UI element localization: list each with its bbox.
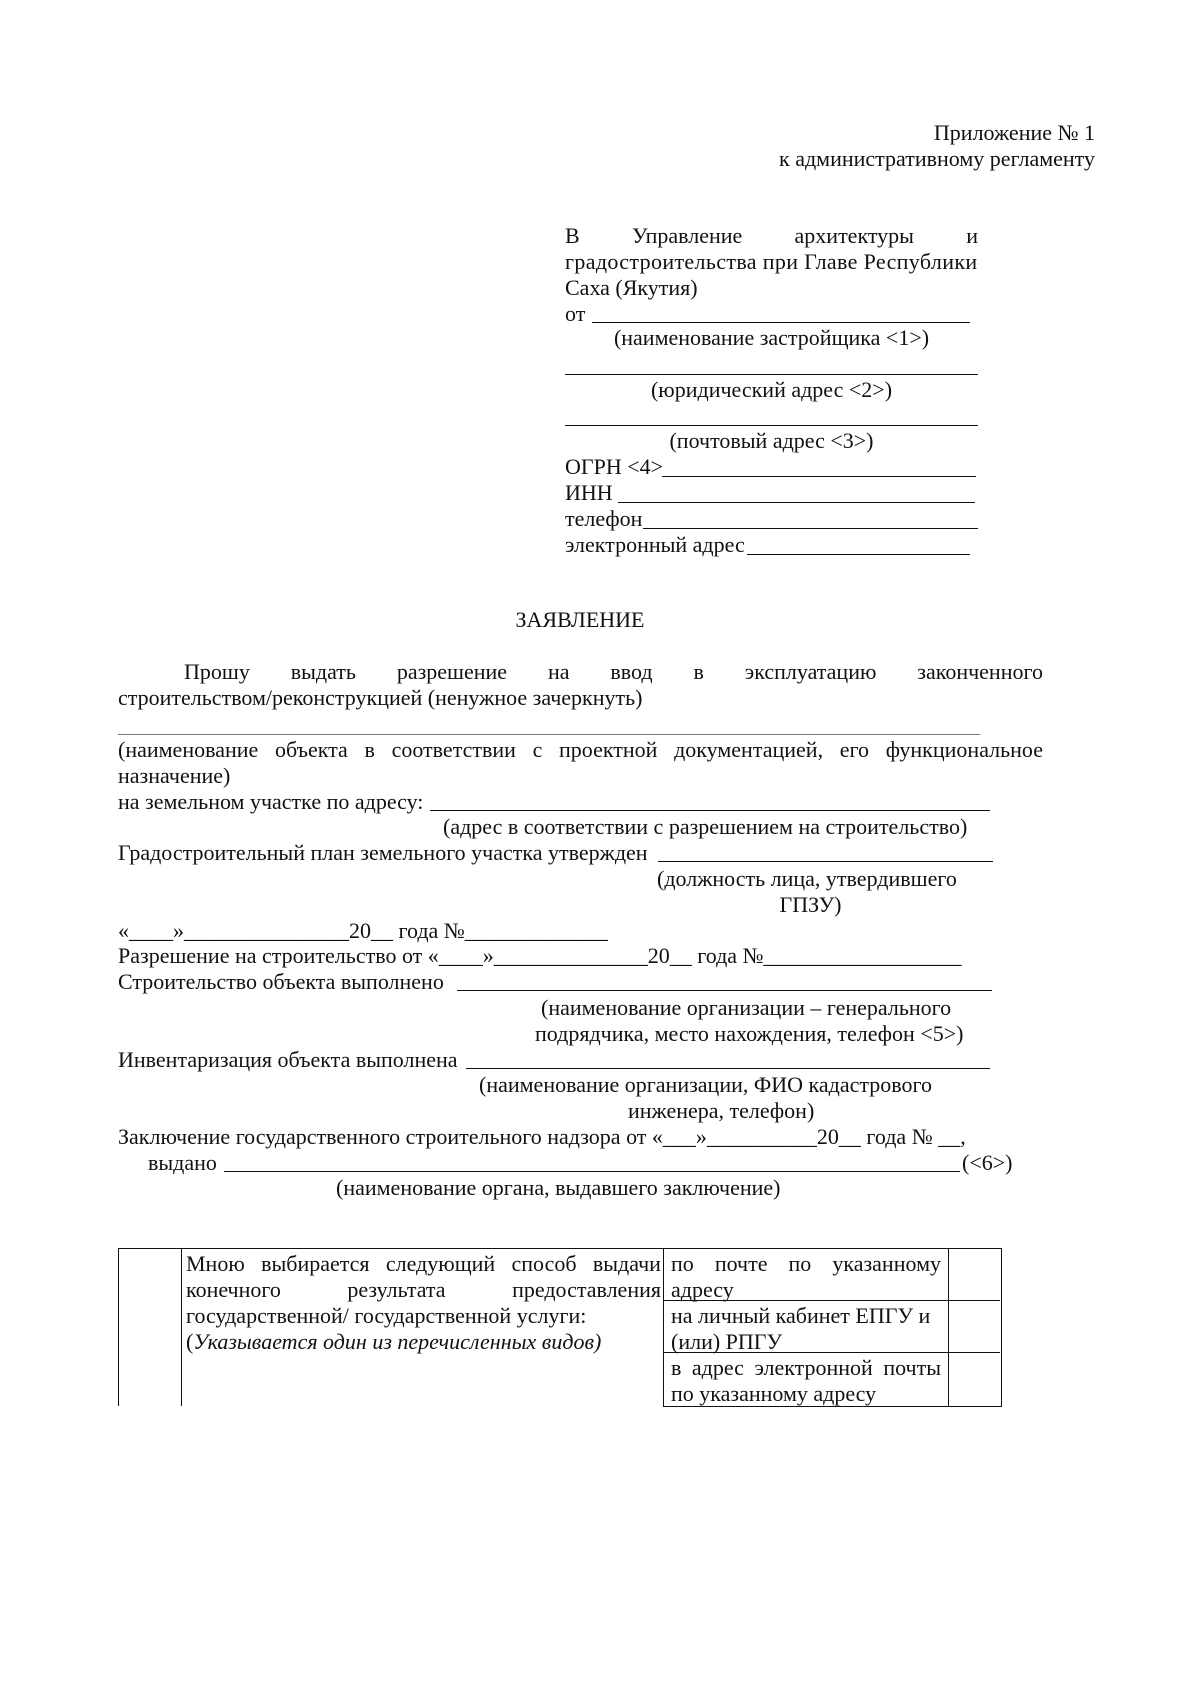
desc-paren: (	[186, 1329, 194, 1354]
addressee-word: архитектуры	[794, 223, 914, 248]
caption-word: в	[364, 737, 375, 762]
gpzu-caption-2: ГПЗУ)	[779, 892, 842, 917]
phone-label: телефон	[565, 506, 643, 531]
ogrn-field[interactable]	[662, 476, 976, 477]
request-word: эксплуатацию	[744, 659, 877, 684]
desc-word: выдачи	[592, 1251, 661, 1276]
gpzu-approver-field[interactable]	[658, 861, 993, 862]
addressee-line-2: градостроительства при Главе Республики	[565, 249, 978, 274]
appendix-subtitle: к административному регламенту	[779, 146, 1095, 171]
document-title: ЗАЯВЛЕНИЕ	[515, 607, 645, 632]
option-epgu-checkbox[interactable]	[950, 1302, 998, 1350]
object-name-field[interactable]	[118, 734, 980, 735]
option-email-line-2: по указанному адресу	[671, 1381, 877, 1406]
ogrn-label: ОГРН <4>	[565, 454, 664, 479]
addressee-line-3: Саха (Якутия)	[565, 275, 698, 300]
construction-caption-2: подрядчика, место нахождения, телефон <5>)	[535, 1021, 964, 1046]
request-line-2: строительством/реконструкцией (ненужное зачеркнуть)	[118, 685, 643, 710]
options-checkbox-divider	[948, 1248, 949, 1406]
land-address-caption: (адрес в соответствии с разрешением на строительство)	[443, 814, 968, 839]
caption-word: (наименование	[118, 737, 259, 762]
table-desc-line-1	[186, 1251, 661, 1277]
caption-word: объекта	[274, 737, 348, 762]
inventory-org-field[interactable]	[466, 1068, 990, 1069]
table-desc-line-3: государственной/ государственной услуги:	[186, 1303, 587, 1328]
option-word: по	[671, 1251, 694, 1276]
option-word: электронной	[754, 1355, 873, 1380]
desc-word: предоставления	[512, 1277, 661, 1302]
inn-field[interactable]	[618, 502, 975, 503]
option-word: почте	[714, 1251, 768, 1276]
gpzu-caption-1: (должность лица, утвердившего	[657, 866, 957, 891]
request-word: законченного	[917, 659, 1043, 684]
caption-word: его	[839, 737, 870, 762]
inventory-caption-2: инженера, телефон)	[628, 1098, 815, 1123]
option-epgu-line-2: (или) РПГУ	[671, 1329, 783, 1354]
request-line-1	[184, 659, 1043, 685]
caption-word: документацией,	[674, 737, 824, 762]
issued-suffix: (<6>)	[962, 1150, 1013, 1175]
option-mail-line-1	[671, 1251, 941, 1277]
option-word: по	[788, 1251, 812, 1276]
legal-address-field[interactable]	[565, 374, 978, 375]
table-desc-line-2	[186, 1277, 661, 1303]
request-word: в	[693, 659, 704, 684]
desc-word: способ	[511, 1251, 577, 1276]
option-epgu-line-1: на личный кабинет ЕПГУ и	[671, 1303, 931, 1328]
addressee-word: и	[966, 223, 978, 248]
desc-word: следующий	[385, 1251, 496, 1276]
gpzu-label: Градостроительный план земельного участка утвержден	[118, 840, 648, 865]
table-desc-line-4	[186, 1329, 601, 1355]
addressee-line-1	[565, 223, 978, 249]
construction-label: Строительство объекта выполнено	[118, 969, 444, 994]
postal-address-field[interactable]	[565, 425, 978, 426]
caption-word: проектной	[559, 737, 658, 762]
desc-word: выбирается	[261, 1251, 370, 1276]
land-address-field[interactable]	[430, 810, 990, 811]
option-word: адрес	[691, 1355, 744, 1380]
gpzu-date-line[interactable]: «____»_______________20__ года №_____________	[118, 918, 608, 943]
phone-field[interactable]	[643, 528, 978, 529]
option-word: указанному	[832, 1251, 941, 1276]
developer-caption: (наименование застройщика <1>)	[613, 325, 930, 350]
conclusion-line[interactable]: Заключение государственного строительного надзора от «___»__________20__ года № __,	[118, 1124, 966, 1149]
desc-word: конечного	[186, 1277, 281, 1302]
option-word: почты	[883, 1355, 941, 1380]
inn-label: ИНН	[565, 480, 613, 505]
option-mail-checkbox[interactable]	[950, 1250, 998, 1298]
construction-org-field[interactable]	[457, 990, 992, 991]
appendix-number: Приложение № 1	[933, 120, 1095, 145]
postal-address-caption: (почтовый адрес <3>)	[669, 428, 874, 453]
addressee-word: В	[565, 223, 580, 248]
desc-word: результата	[347, 1277, 446, 1302]
building-permit-line[interactable]: Разрешение на строительство от «____»______________20__ года №__________________	[118, 943, 962, 968]
issued-caption: (наименование органа, выдавшего заключение)	[336, 1175, 781, 1200]
option-word: в	[671, 1355, 682, 1380]
option-email-line-1	[671, 1355, 941, 1381]
developer-name-field[interactable]	[592, 322, 970, 323]
caption-word: соответствии	[391, 737, 516, 762]
option-email-checkbox[interactable]	[950, 1354, 998, 1402]
inventory-label: Инвентаризация объекта выполнена	[118, 1047, 458, 1072]
desc-word: Мною	[186, 1251, 245, 1276]
table-top-border-left	[118, 1248, 663, 1249]
option-mail-line-2: адресу	[671, 1277, 734, 1302]
land-address-label: на земельном участке по адресу:	[118, 789, 424, 814]
desc-italic-note: Указывается один из перечисленных видов)	[193, 1329, 602, 1354]
from-label: от	[565, 301, 586, 326]
issued-label: выдано	[148, 1150, 217, 1175]
addressee-word: Управление	[631, 223, 743, 248]
inventory-caption-1: (наименование организации, ФИО кадастрового	[479, 1072, 932, 1097]
table-inner-border	[181, 1248, 182, 1406]
caption-word: с	[532, 737, 543, 762]
table-left-border	[118, 1248, 119, 1406]
issued-by-field[interactable]	[224, 1171, 960, 1172]
request-word: Прошу	[184, 659, 250, 684]
request-word: разрешение	[396, 659, 508, 684]
legal-address-caption: (юридический адрес <2>)	[650, 377, 893, 402]
request-word: выдать	[290, 659, 356, 684]
request-word: на	[547, 659, 570, 684]
email-field[interactable]	[747, 554, 970, 555]
caption-word: функциональное	[885, 737, 1043, 762]
email-label: электронный адрес	[565, 532, 745, 557]
object-caption-line-2: назначение)	[118, 763, 231, 788]
request-word: ввод	[610, 659, 653, 684]
object-caption-line-1	[118, 737, 1043, 763]
construction-caption-1: (наименование организации – генерального	[541, 995, 952, 1020]
